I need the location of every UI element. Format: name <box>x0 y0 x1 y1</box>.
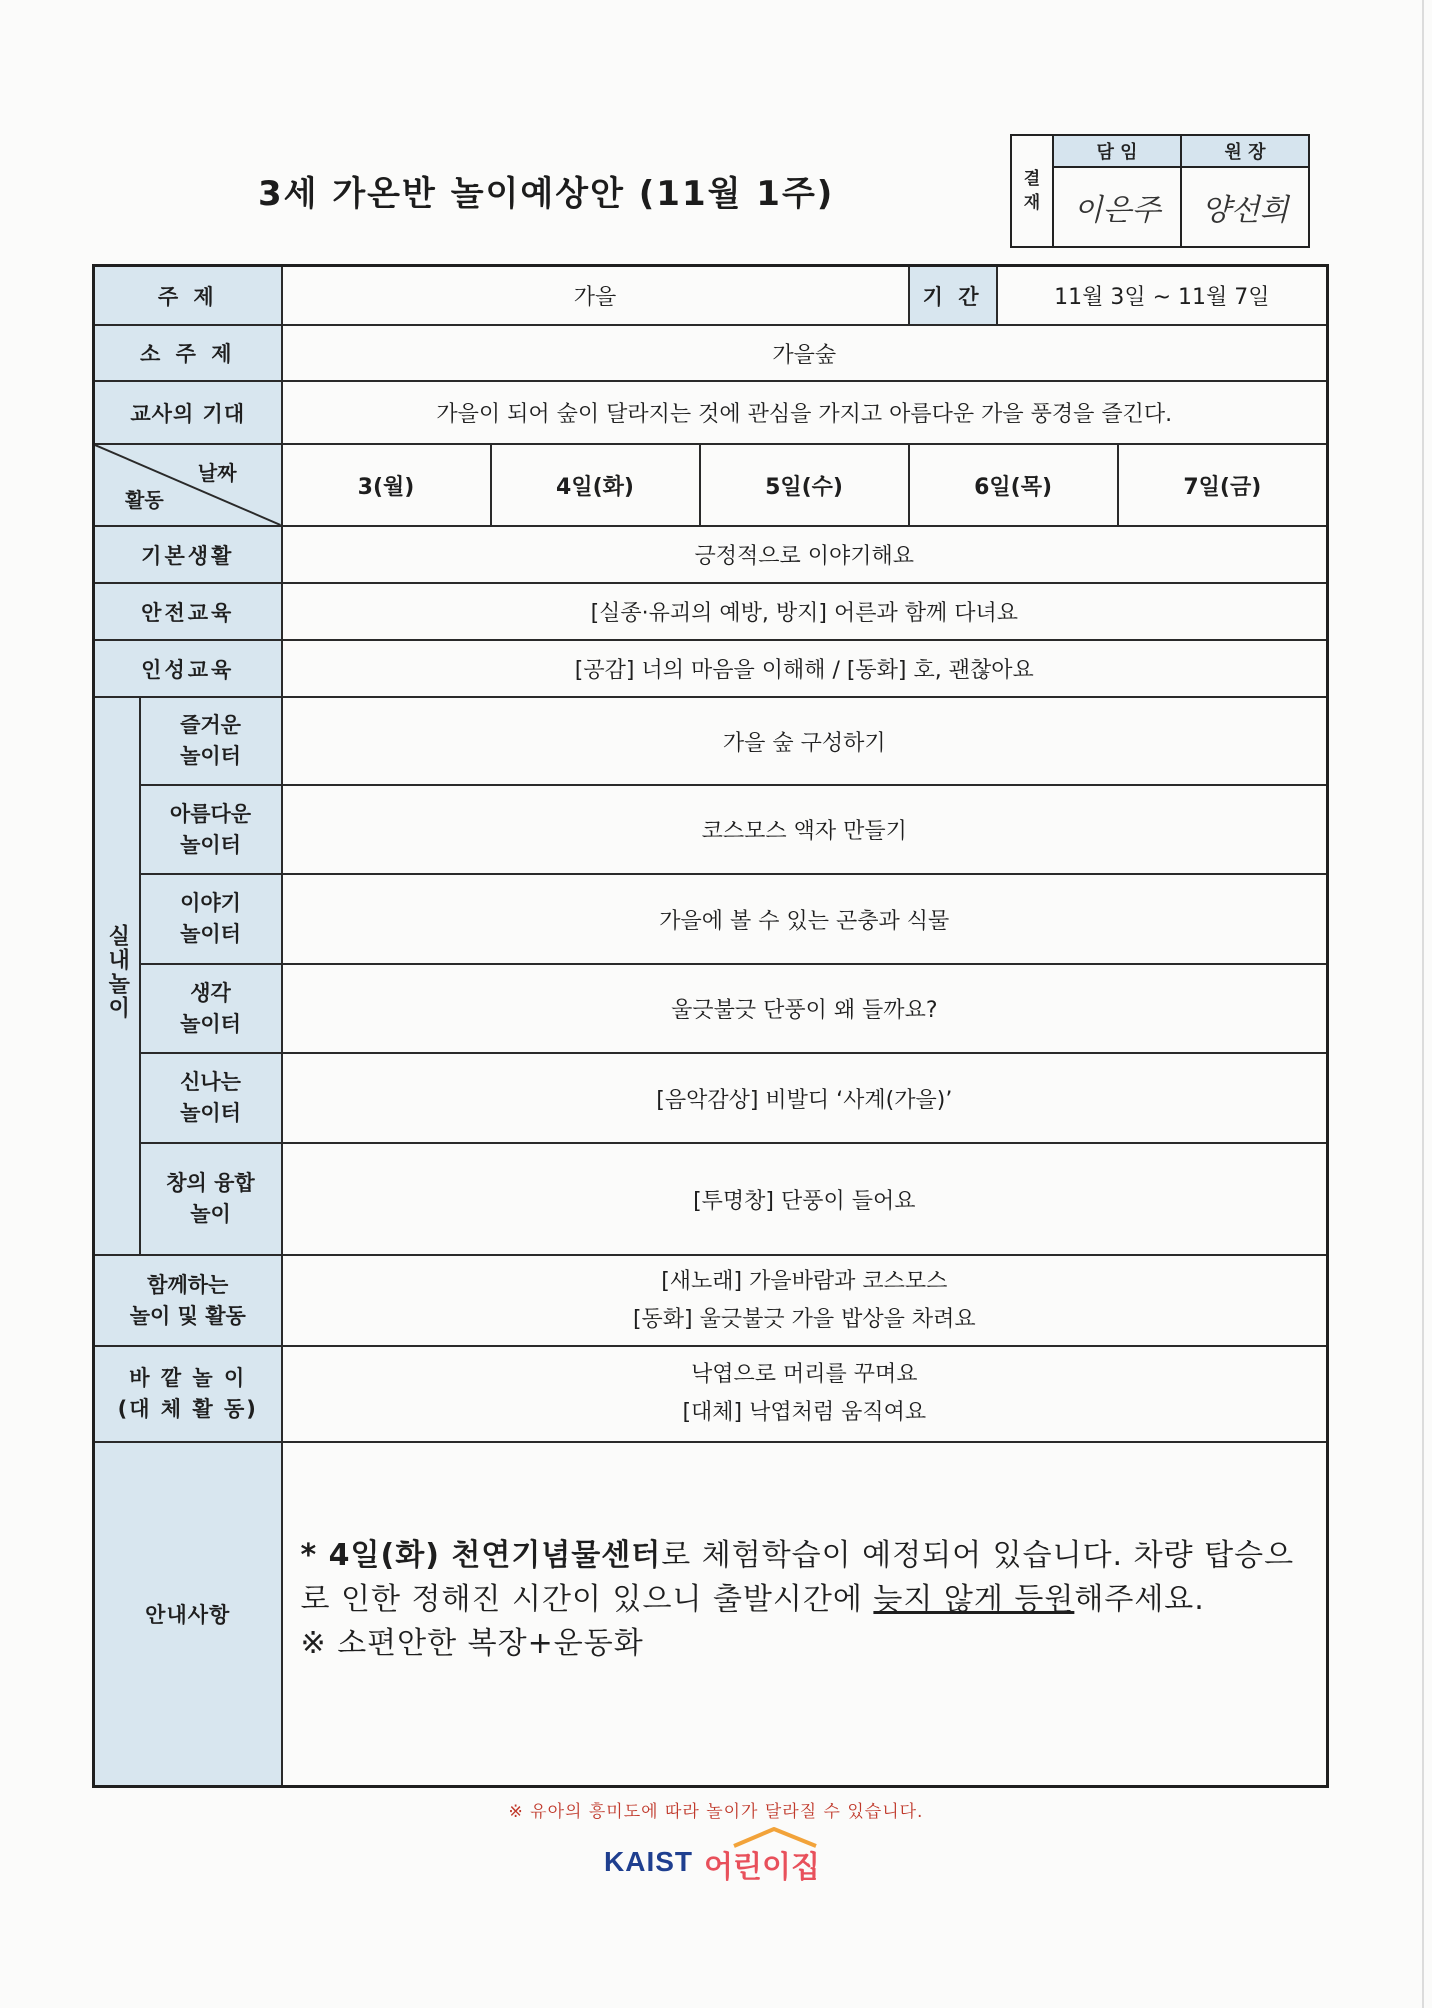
day-header-row <box>94 444 1328 526</box>
indoor-play-label: 실내놀이 <box>94 697 140 1255</box>
indoor-row <box>94 964 1328 1053</box>
corner-diagonal <box>95 445 281 525</box>
logo-name: 어린이집 <box>704 1851 820 1884</box>
indoor-label: 창의 융합 놀이 <box>140 1143 282 1255</box>
outdoor-label: 바 깥 놀 이 (대 체 활 동) <box>94 1346 282 1442</box>
outdoor-content: 낙엽으로 머리를 꾸며요 [대체] 낙엽처럼 움직여요 <box>282 1346 1328 1442</box>
indoor-content: 코스모스 액자 만들기 <box>282 785 1328 874</box>
approval-label: 결 재 <box>1011 135 1053 247</box>
director-header: 원 장 <box>1181 135 1309 167</box>
row-label: 인성교육 <box>94 640 282 697</box>
indoor-row <box>94 1053 1328 1143</box>
indoor-content: 울긋불긋 단풍이 왜 들까요? <box>282 964 1328 1053</box>
indoor-label: 이야기 놀이터 <box>140 874 282 964</box>
subtheme-row <box>94 325 1328 381</box>
subtheme-label: 소 주 제 <box>94 325 282 381</box>
homeroom-signature: 이은주 <box>1053 167 1181 247</box>
outdoor-row <box>94 1346 1328 1442</box>
page-title: 3세 가온반 놀이예상안 (11월 1주) <box>258 174 835 214</box>
corner-activity-label: 활동 <box>125 488 164 512</box>
date-activity-corner <box>94 444 282 526</box>
day-header: 6일(목) <box>909 444 1118 526</box>
indoor-row <box>94 1143 1328 1255</box>
row-content: [공감] 너의 마음을 이해해 / [동화] 호, 괜찮아요 <box>282 640 1328 697</box>
indoor-label: 즐거운 놀이터 <box>140 697 282 785</box>
notice-content: * 4일(화) 천연기념물센터로 체험학습이 예정되어 있습니다. 차량 탑승으로 인한 정해진 시간이 있으니 출발시간에 늦지 않게 등원해주세요. ※ 소편안한 복장+운동화 <box>282 1442 1328 1786</box>
notice-highlight: 4일(화) 천연기념물센터 <box>328 1537 662 1573</box>
footnote: ※ 유아의 흥미도에 따라 놀이가 달라질 수 있습니다. <box>508 1802 924 1822</box>
kaist-kindergarten-logo <box>600 1826 840 1886</box>
together-content: [새노래] 가을바람과 코스모스 [동화] 울긋불긋 가을 밥상을 차려요 <box>282 1255 1328 1346</box>
play-plan-table <box>92 264 1329 1788</box>
approval-box <box>1010 134 1310 248</box>
indoor-content: [음악감상] 비발디 ‘사계(가을)’ <box>282 1053 1328 1143</box>
indoor-content: 가을에 볼 수 있는 곤충과 식물 <box>282 874 1328 964</box>
expectation-label: 교사의 기대 <box>94 381 282 444</box>
indoor-row <box>94 785 1328 874</box>
director-signature: 양선희 <box>1181 167 1309 247</box>
corner-date-label: 날짜 <box>197 461 237 485</box>
together-label: 함께하는 놀이 및 활동 <box>94 1255 282 1346</box>
safety-education-row <box>94 583 1328 640</box>
theme-row <box>94 266 1328 326</box>
notice-note: ※ 소편안한 복장+운동화 <box>300 1625 644 1661</box>
row-content: [실종·유괴의 예방, 방지] 어른과 함께 다녀요 <box>282 583 1328 640</box>
together-row <box>94 1255 1328 1346</box>
indoor-content: 가을 숲 구성하기 <box>282 697 1328 785</box>
period-label: 기 간 <box>910 267 998 324</box>
row-label: 안전교육 <box>94 583 282 640</box>
homeroom-header: 담 임 <box>1053 135 1181 167</box>
indoor-label: 신나는 놀이터 <box>140 1053 282 1143</box>
logo-brand: KAIST <box>604 1846 693 1877</box>
period-cell <box>909 266 1328 326</box>
indoor-content: [투명창] 단풍이 들어요 <box>282 1143 1328 1255</box>
indoor-row <box>94 874 1328 964</box>
notice-underline: 늦지 않게 등원 <box>873 1581 1075 1617</box>
day-header: 7일(금) <box>1118 444 1328 526</box>
expectation-value: 가을이 되어 숲이 달라지는 것에 관심을 가지고 아름다운 가을 풍경을 즐긴다. <box>282 381 1328 444</box>
theme-label: 주 제 <box>94 266 282 326</box>
row-content: 긍정적으로 이야기해요 <box>282 526 1328 583</box>
day-header: 5일(수) <box>700 444 909 526</box>
indoor-label: 아름다운 놀이터 <box>140 785 282 874</box>
day-header: 3(월) <box>282 444 491 526</box>
expectation-row <box>94 381 1328 444</box>
notice-row <box>94 1442 1328 1786</box>
indoor-row <box>94 697 1328 785</box>
subtheme-value: 가을숲 <box>282 325 1328 381</box>
character-education-row <box>94 640 1328 697</box>
period-value: 11월 3일 ~ 11월 7일 <box>1054 285 1270 310</box>
page-edge <box>1422 0 1424 2008</box>
theme-value: 가을 <box>282 266 909 326</box>
row-label: 기본생활 <box>94 526 282 583</box>
basic-life-row <box>94 526 1328 583</box>
indoor-label: 생각 놀이터 <box>140 964 282 1053</box>
day-header: 4일(화) <box>491 444 700 526</box>
notice-label: 안내사항 <box>94 1442 282 1786</box>
